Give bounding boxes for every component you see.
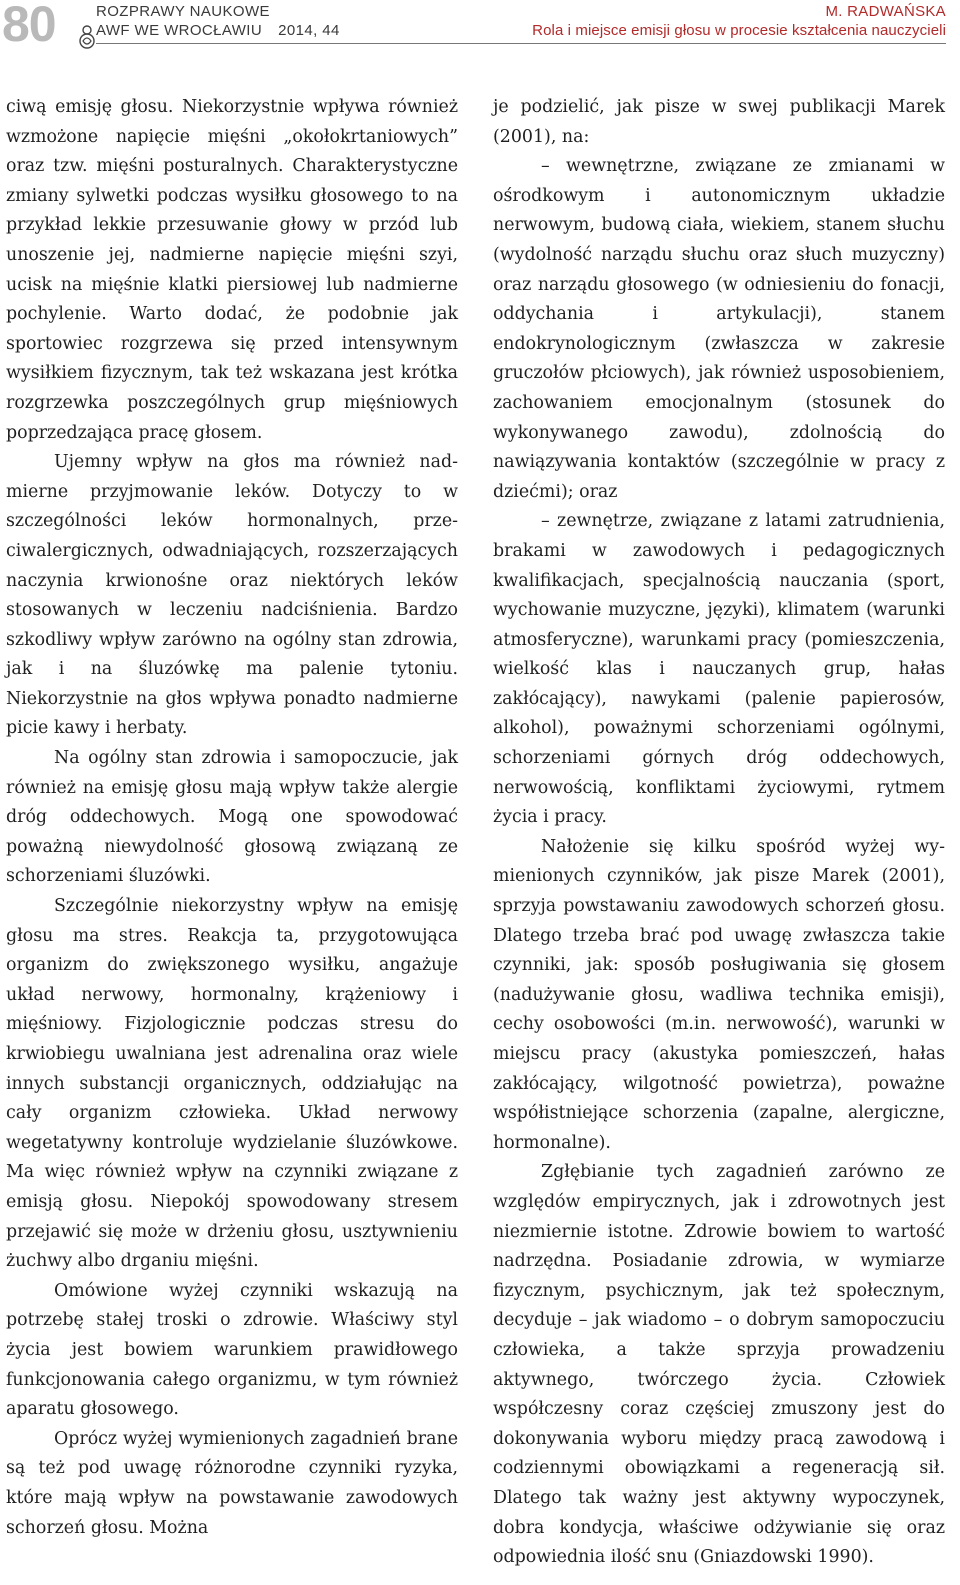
paragraph: Oprócz wyżej wymienionych zagadnień brane są też pod uwagę różnorodne czynniki ryzyka, które mają wpływ na powstawanie zawodowych schorzeń głosu. Można <box>6 1428 458 1538</box>
paragraph: Nałożenie się kilku spośród wyżej wymienionych czynników, jak pisze Marek (2001), sprzyja powstawaniu zawodowych schorzeń głosu. Dlatego trzeba brać pod uwagę zwłaszcza takie czynniki, jak: sposób posługiwania się głosem (nadużywanie głosu, wadliwa technika emisji), cechy osobowości (m.in. nerwowość), warunki w miejscu pracy (akustyka pomieszczeń, hałas zakłócający, wilgotność powietrza), poważne współistniejące schorzenia (zapalne, alergiczne, hormonalne). <box>493 836 945 1153</box>
journal-institution <box>96 22 340 39</box>
article-title: Rola i miejsce emisji głosu w procesie kształcenia nauczycieli <box>532 22 946 39</box>
page-header <box>0 0 960 50</box>
paragraph: Na ogólny stan zdrowia i samopoczucie, jak również na emisję głosu mają wpływ także alergie dróg oddechowych. Mogą one spowodować poważną niewydolność głosową związaną ze schorzeniami śluzówki. <box>6 748 458 887</box>
paragraph: Omówione wyżej czynniki wskazują na potrzebę stałej troski o zdrowie. Właściwy styl życia jest bowiem warunkiem prawidłowego funkcjonowania całego organizmu, w tym również aparatu głosowego. <box>6 1280 458 1420</box>
list-item: – wewnętrzne, związane ze zmianami w ośrodkowym i autonomicznym układzie nerwowym, budową ciała, wiekiem, stanem słuchu (wydolność narządu słuchu oraz słuch muzyczny) oraz narządu głosowego (w odniesieniu do fonacji, oddychania i artykulacji), stanem endokrynologicznym (zwłaszcza w zakresie gruczołów płciowych), jak również usposobieniem, zachowaniem emocjonalnym (stosunek do wykonywanego zawodu), zdolnością do nawiązywania kontaktów (szczególnie w pracy z dziećmi); oraz <box>493 156 945 502</box>
right-text-column <box>493 93 945 1573</box>
journal-logo-icon <box>76 24 98 50</box>
list-item: – zewnętrze, związane z latami zatrudnienia, brakami w zawodowych i pedagogicznych kwalifikacjach, specjalnością nauczania (sport, wychowanie muzyczne, języki), klimatem (warunki atmosferyczne), warunkami pracy (pomieszczenia, wielkość klas i nauczanych grup, hałas zakłócający), nawykami (palenie papierosów, alkohol), poważnymi schorzeniami ogólnymi, schorzeniami górnych dróg oddechowych, nerwowością, konfliktami życiowymi, rytmem życia i pracy. <box>493 511 945 828</box>
paragraph: Szczególnie niekorzystny wpływ na emisję głosu ma stres. Reakcja ta, przygotowująca organizm do zwiększonego wysiłku, angażuje układ nerwowy, hormonalny, krążeniowy i mięśniowy. Fizjologicznie podczas stresu do krwiobiegu uwalniana jest adrenalina oraz wiele innych substancji organicznych, oddziałując na cały organizm człowieka. Układ nerwowy wegetatywny kontroluje wydzielanie śluzówkowe. Ma więc również wpływ na czynniki związane z emisją głosu. Niepokój spowodowany stresem przejawić się może w drżeniu głosu, usztywnieniu żuchwy albo drganiu mięśni. <box>6 896 458 1272</box>
paragraph: Zgłębianie tych zagadnień zarówno ze względów empirycznych, jak i zdrowotnych jest niezmiernie istotne. Zdrowie bowiem to wartość nadrzędna. Posiadanie zdrowia, w wymiarze fizycznym, psychicznym, jak też społecznym, decyduje – jak wiadomo – o dobrym samopoczuciu człowieka, a także sprzyja prowadzeniu aktywnego, twórczego życia. Człowiek współczesny coraz częściej zmuszony jest do dokonywania wyboru między pracą zawodową i codziennymi obowiązkami a regeneracją sił. Dlatego tak ważny jest aktywny wypoczynek, dobra kondycja, właściwe odżywianie się oraz odpowiednia ilość snu (Gniazdowski 1990). <box>493 1162 945 1568</box>
journal-institution-name: AWF WE WROCŁAWIU <box>96 22 263 39</box>
paragraph: je podzielić, jak pisze w swej publikacji Marek (2001), na: <box>493 97 945 147</box>
header-divider <box>96 43 946 44</box>
journal-name: ROZPRAWY NAUKOWE <box>96 3 270 20</box>
paragraph: Ujemny wpływ na głos ma również nadmierne przyjmowanie leków. Dotyczy to w szczególności leków hormonalnych, przeciwalergicznych, odwadniających, rozszerzających naczynia krwionośne oraz niektórych leków stosowanych w leczeniu nadciśnienia. Bardzo szkodliwy wpływ zarówno na ogólny stan zdrowia, jak i na śluzówkę ma palenie tytoniu. Niekorzystnie na głos wpływa ponadto nadmierne picie kawy i herbaty. <box>6 452 458 739</box>
article-author: M. RADWAŃSKA <box>825 3 946 20</box>
journal-issue: 2014, 44 <box>278 22 340 39</box>
paragraph: ciwą emisję głosu. Niekorzystnie wpływa również wzmożone napięcie mięśni „okołokrtaniowych” oraz tzw. mięśni posturalnych. Charakterystyczne zmiany sylwetki podczas wysiłku głosowego to na przykład lekkie przesuwanie głowy w przód lub unoszenie jej, nadmierne napięcie mięśni szyi, ucisk na mięśnie klatki piersiowej lub nadmierne pochylenie. Warto dodać, że podobnie jak sportowiec rozgrzewa się przed intensywnym wysiłkiem fizycznym, tak też wskazana jest krótka rozgrzewka poszczególnych grup mięśniowych poprzedzająca pracę głosem. <box>6 97 458 443</box>
left-text-column <box>6 93 458 1543</box>
page-number: 80 <box>2 0 56 52</box>
